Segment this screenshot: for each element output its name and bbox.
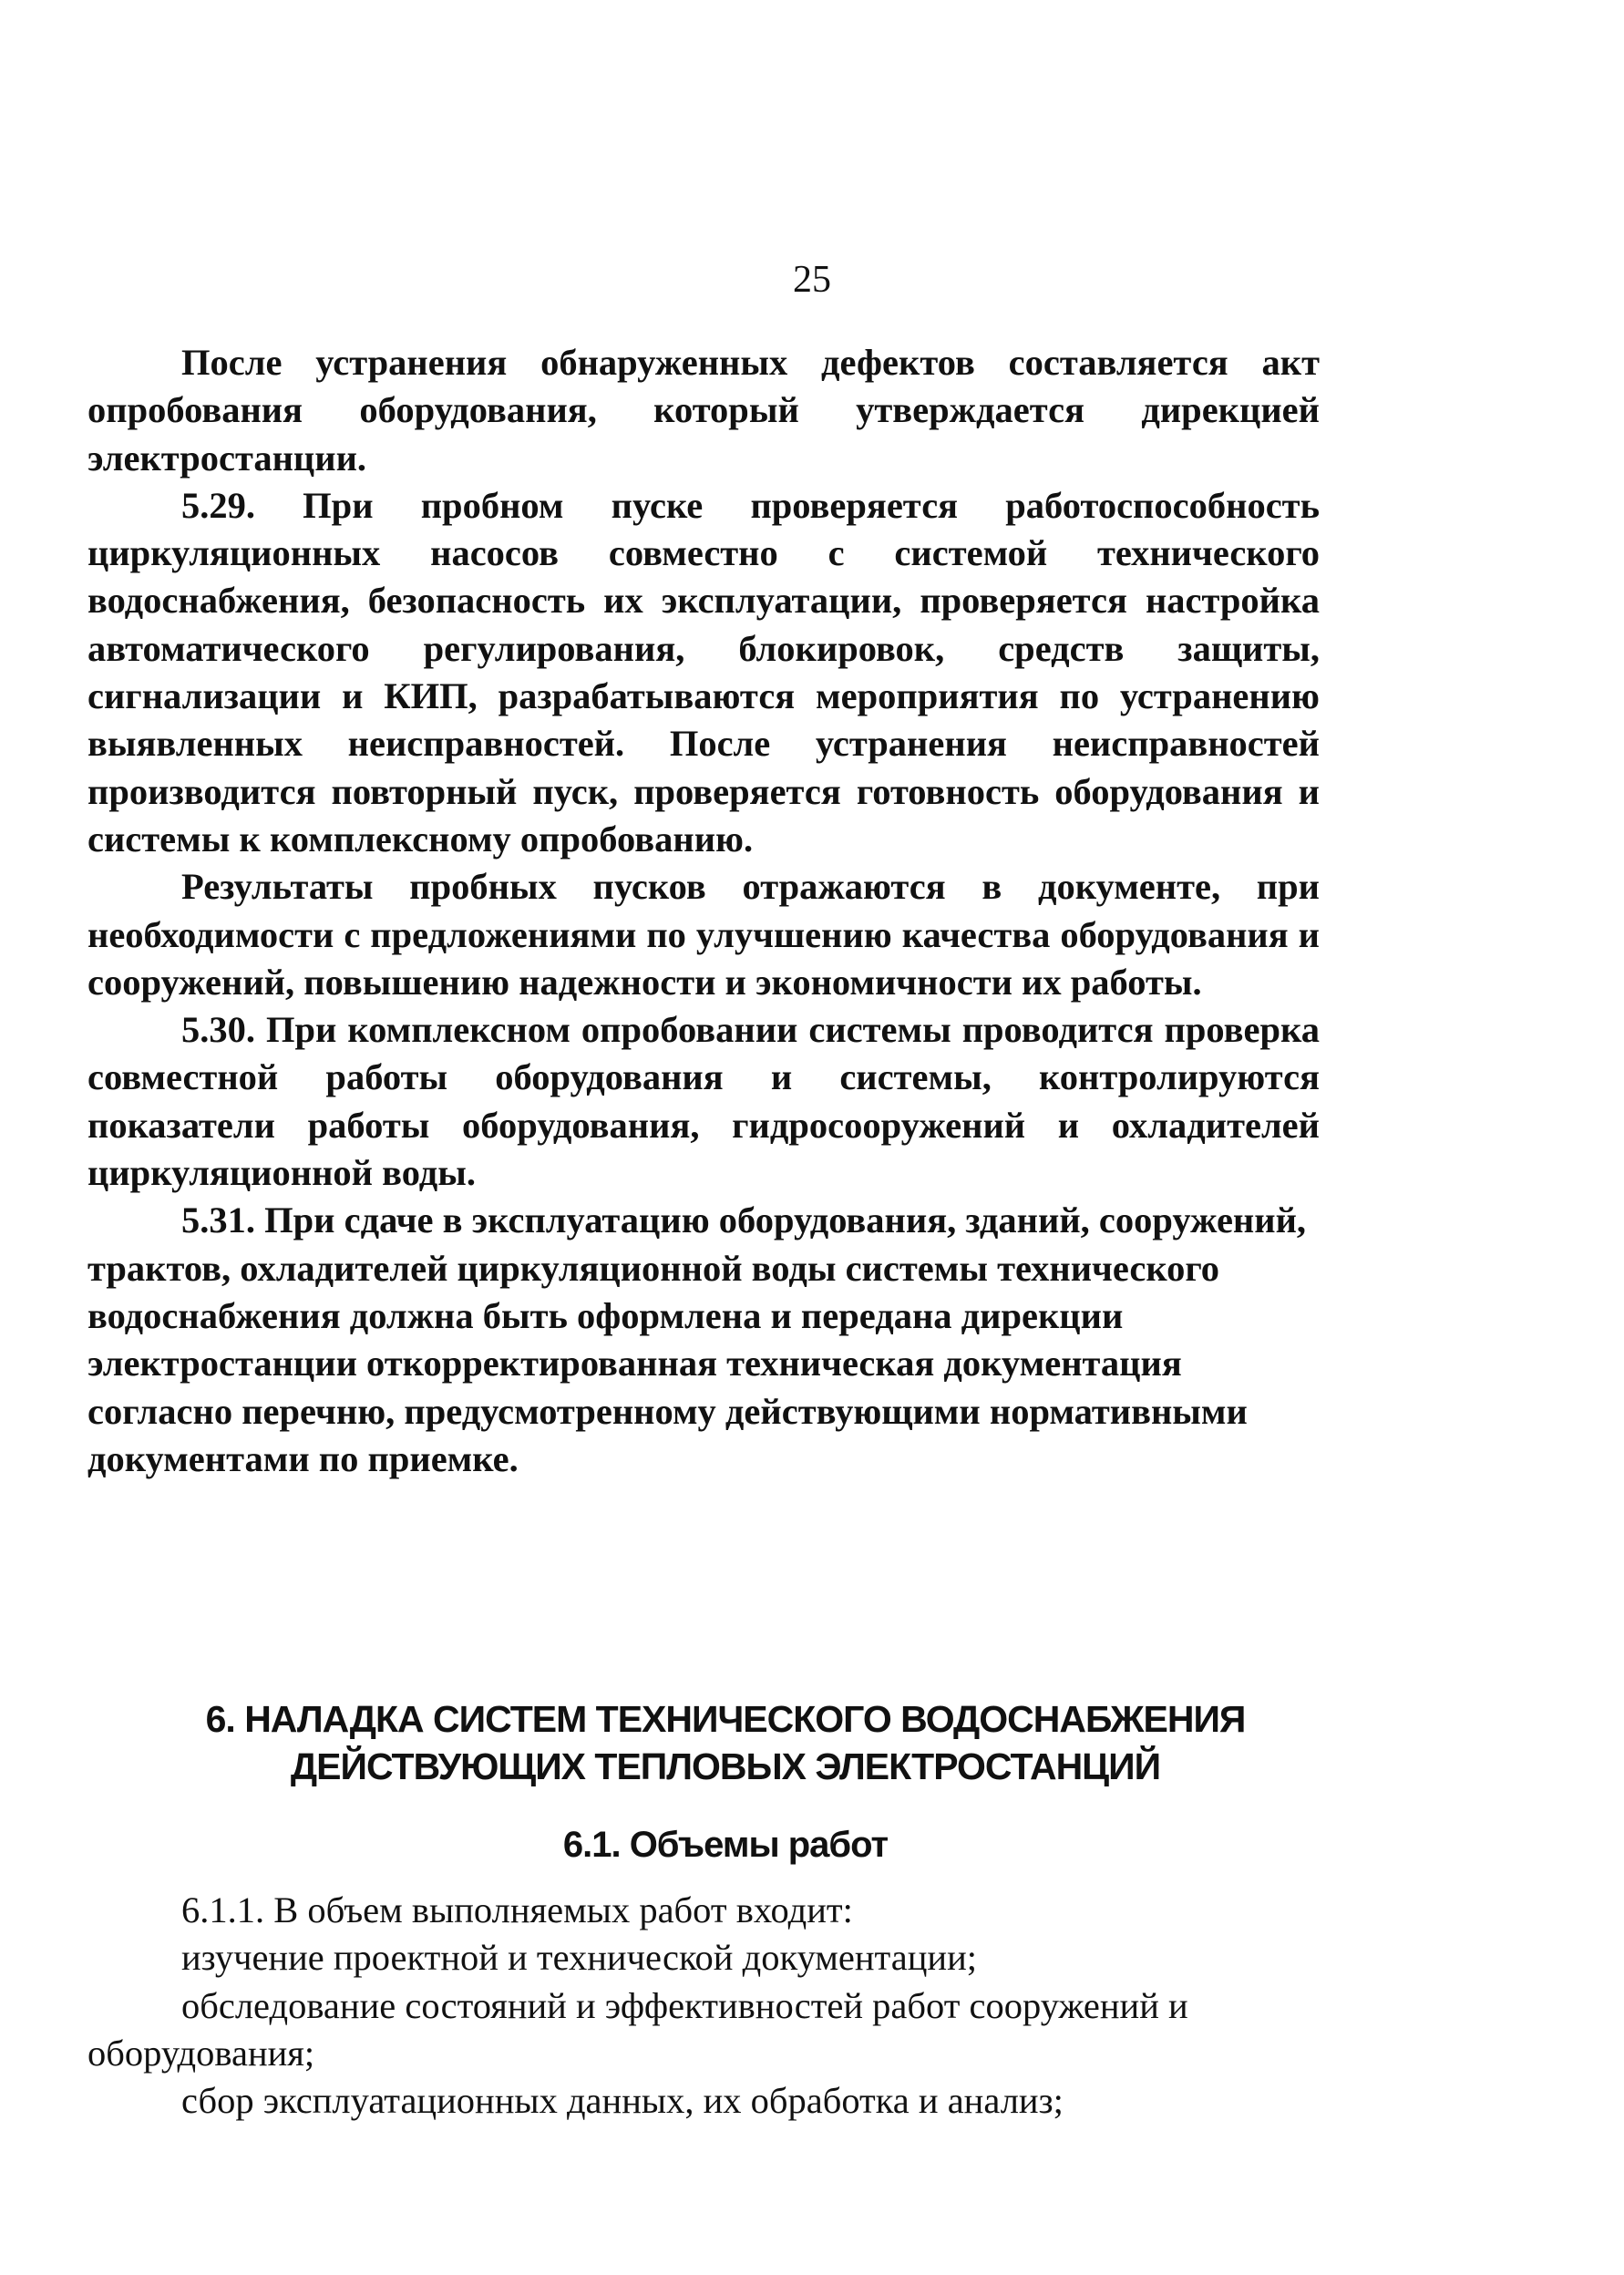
scope-of-work-list bbox=[87, 1887, 1320, 2125]
list-item: сбор эксплуатационных данных, их обработка и анализ; bbox=[181, 2080, 1064, 2122]
paragraph-trial-results: Результаты пробных пусков отражаются в документе, при необходимости с предложениями по улучшению качества оборудования и сооружений, повышению надежности и экономичности их работы. bbox=[87, 866, 1320, 1003]
list-item: обследование состояний и эффективностей работ сооружений и оборудования; bbox=[87, 1984, 1188, 2074]
paragraph-5-31: 5.31. При сдаче в эксплуатацию оборудования, зданий, сооружений, трактов, охладителей циркуляционной воды системы технического водоснабжения должна быть оформлена и передана дирекции электростанции откорректированная техническая документация согласно перечню, предусмотренному действующими нормативными документами по приемке. bbox=[87, 1199, 1307, 1479]
section-title-line-1: 6. НАЛАДКА СИСТЕМ ТЕХНИЧЕСКОГО ВОДОСНАБЖЕНИЯ bbox=[205, 1698, 1246, 1740]
section-title-line-2: ДЕЙСТВУЮЩИХ ТЕПЛОВЫХ ЭЛЕКТРОСТАНЦИЙ bbox=[290, 1745, 1161, 1787]
section-6-title bbox=[87, 1695, 1363, 1790]
paragraph-5-30: 5.30. При комплексном опробовании системы проводится проверка совместной работы оборудования и системы, контролируются показатели работы оборудования, гидросооружений и охладителей циркуляционной воды. bbox=[87, 1009, 1320, 1194]
list-item: изучение проектной и технической документации; bbox=[181, 1937, 978, 1979]
subsection-6-1-title: 6.1. Объемы работ bbox=[562, 1825, 889, 1865]
page-number: 25 bbox=[793, 259, 831, 301]
paragraph-acceptance-act: После устранения обнаруженных дефектов составляется акт опробования оборудования, который утверждается дирекцией электростанции. bbox=[87, 342, 1320, 479]
paragraph-5-29: 5.29. При пробном пуске проверяется работоспособность циркуляционных насосов совместно с системой технического водоснабжения, безопасность их эксплуатации, проверяется настройка автоматического регулирования, блокировок, средств защиты, сигнализации и КИП, разрабатываются мероприятия по устранению выявленных неисправностей. После устранения неисправностей производится повторный пуск, проверяется готовность оборудования и системы к комплексному опробованию. bbox=[87, 484, 1320, 860]
section-5-text bbox=[87, 339, 1320, 1483]
list-item: 6.1.1. В объем выполняемых работ входит: bbox=[181, 1889, 853, 1930]
